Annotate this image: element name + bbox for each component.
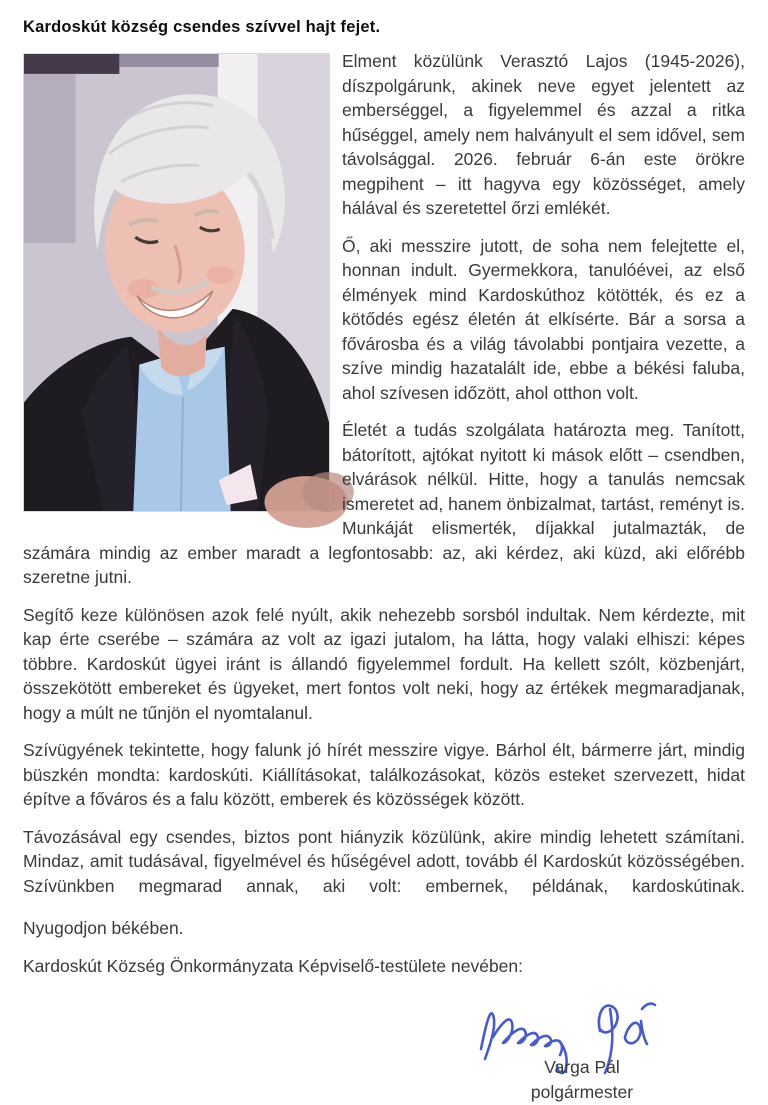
signature-block xyxy=(457,991,707,1105)
obituary-body xyxy=(23,49,745,1105)
obituary-paragraph: Távozásával egy csendes, biztos pont hiányzik közülünk, akire mindig lehetett számítani. Mindaz, amit tudásával, figyelmével és hűségével adott, tovább él Kardoskút közösségében. Szívünkben megmarad annak, aki volt: embernek, példának, kardoskútinak. xyxy=(23,826,745,896)
signature-role: polgármester xyxy=(530,1082,634,1102)
signature-name: Varga Pál xyxy=(544,1057,620,1077)
closing-line: Nyugodjon békében. xyxy=(23,918,184,938)
obituary-paragraph: Ő, aki messzire jutott, de soha nem felejtette el, honnan indult. Gyermekkora, tanulóévei, az első élmények mind Kardoskúthoz kötötték, és ez a kötődés egész életén át elkísérte. Bár a sorsa a fővárosba és a világ távolabbi pontjaira vezette, a szíve mindig hazatalált ide, ebbe a békési faluba, ahol szívesen időzött, ahol otthon volt. xyxy=(342,235,745,403)
portrait-photo xyxy=(23,53,330,512)
obituary-paragraph: Segítő keze különösen azok felé nyúlt, akik nehezebb sorsból indultak. Nem kérdezte, mit kap érte cserébe – számára az volt az igazi jutalom, ha látta, hogy valaki elhiszi: képes többre. Kardoskút ügyei iránt is állandó figyelemmel fordult. Ha kellett szólt, közbenjárt, összekötött embereket és ügyeket, mert fontos volt neki, hogy az értékek megmaradjanak, hogy a múlt ne tűnjön el nyomtalanul. xyxy=(23,604,745,723)
obituary-paragraph: Életét a tudás szolgálata határozta meg. Tanított, bátorított, ajtókat nyitott ki mások előtt – csendben, elvárások nélkül. Hitte, hogy a tanulás nemcsak ismeretet ad, hanem önbizalmat, tartást, reményt is. Munkáját elismerték, díjakkal jutalmazták, de számára mindig az ember maradt a legfontosabb: az, aki kérdez, aki küzd, aki előrébb szeretne jutni. xyxy=(23,420,745,587)
obituary-paragraph: Szívügyének tekintette, hogy falunk jó hírét messzire vigye. Bárhol élt, bármerre járt, mindig büszkén mondta: kardoskúti. Kiállításokat, találkozásokat, közös esteket szervezett, hidat építve a főváros és a falu között, emberek és közösségek között. xyxy=(23,740,745,809)
on-behalf-line: Kardoskút Község Önkormányzata Képviselő-testülete nevében: xyxy=(23,955,524,976)
obituary-paragraph: Elment közülünk Verasztó Lajos (1945-2026), díszpolgárunk, akinek neve egyet jelentett az emberséggel, a figyelemmel és azzal a ritka hűséggel, amely nem halványult el sem idővel, sem távolsággal. 2026. február 6-án este örökre megpihent – itt hagyva egy közösséget, amely hálával és szeretettel őrzi emlékét. xyxy=(342,51,745,218)
portrait-illustration xyxy=(24,54,329,511)
handwritten-signature-icon xyxy=(457,991,707,1055)
page-title: Kardoskút község csendes szívvel hajt fejet. xyxy=(23,18,381,36)
